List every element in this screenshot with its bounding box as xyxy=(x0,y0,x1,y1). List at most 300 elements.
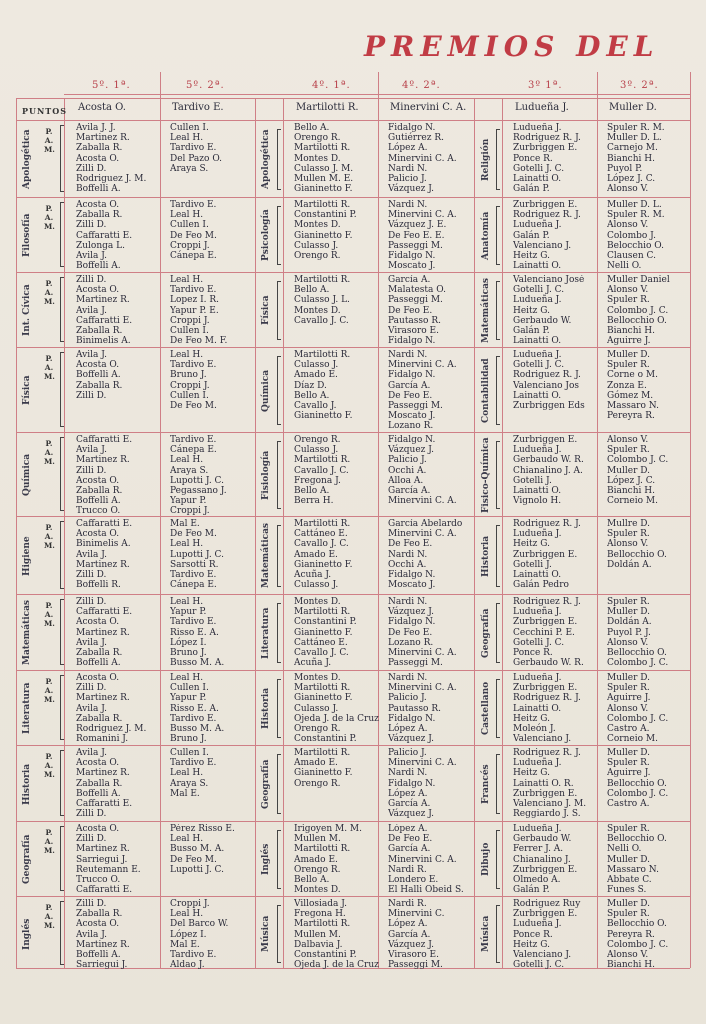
winner-name: Nardi R. xyxy=(388,864,427,875)
winner-name: Minervini C. A. xyxy=(388,210,457,221)
name-list xyxy=(76,673,162,744)
pam-label: P. A. M. xyxy=(44,204,55,231)
subject-label-left: Matemáticas xyxy=(22,600,32,666)
winner-name: Rodriguez R. J. xyxy=(513,597,581,607)
winner-name: Malatesta O. xyxy=(388,285,446,296)
winner-name: Bianchi H. xyxy=(607,325,655,336)
winner-name: Ludueña J. xyxy=(513,824,562,834)
winner-name: Vázquez J. E. xyxy=(388,220,447,231)
name-list xyxy=(513,123,599,196)
winner-name: Leal H. xyxy=(170,350,204,360)
pam-bracket xyxy=(60,750,64,816)
winner-name: Zilli D. xyxy=(76,163,107,174)
name-list xyxy=(607,200,693,271)
winner-name: Tardivo E. xyxy=(170,360,217,371)
mid-bracket xyxy=(277,129,281,190)
winner-name: Abbate C. xyxy=(607,874,652,885)
grid-vline xyxy=(255,98,256,968)
winner-name: Bruno J. xyxy=(170,647,207,658)
subject-label-right: Castellano xyxy=(481,681,491,736)
winner-name: Nardi N. xyxy=(388,768,428,779)
pam-label: P. A. M. xyxy=(44,752,55,779)
name-list xyxy=(170,519,252,593)
winner-name: Ludueña J. xyxy=(513,123,562,133)
winner-name: Avila J. xyxy=(76,703,107,714)
name-list xyxy=(607,824,693,895)
name-list xyxy=(388,350,476,431)
winner-name: Rodriguez R. J. xyxy=(513,748,581,758)
winner-name: Montes D. xyxy=(294,305,341,316)
winner-name: Alonso V. xyxy=(607,637,649,648)
mid-bracket xyxy=(277,206,281,265)
winner-name: López A. xyxy=(388,824,428,834)
winner-name: Zurbriggen E. xyxy=(513,143,578,154)
winner-name: Boffelli A. xyxy=(76,496,121,507)
winner-name: Busso M. A. xyxy=(170,723,225,734)
winner-name: Acosta O. xyxy=(76,673,120,683)
name-list xyxy=(294,200,380,271)
winner-name: Reutemann E. xyxy=(76,864,141,875)
winner-name: Araya S. xyxy=(170,465,209,476)
winner-name: Muller D. xyxy=(607,607,651,618)
page-title: PREMIOS DEL xyxy=(364,30,660,63)
winner-name: Bellocchio O. xyxy=(607,315,667,326)
winner-name: Cattáneo E. xyxy=(294,529,348,540)
winner-name: Reggiardo J. S. xyxy=(513,809,581,820)
name-list xyxy=(513,350,599,431)
winner-name: Alonso V. xyxy=(607,539,649,550)
winner-name: Heitz G. xyxy=(513,305,551,316)
right-bracket xyxy=(496,281,500,340)
winner-name: Zaballa R. xyxy=(76,485,123,496)
name-list xyxy=(76,350,162,431)
winner-name: Boffelli A. xyxy=(76,184,121,195)
winner-name: Zurbriggen Eds xyxy=(513,400,585,411)
mid-bracket xyxy=(277,441,281,509)
winner-name: Rodriguez R. J. xyxy=(513,210,581,221)
winner-name: Martinez R. xyxy=(76,559,130,570)
pam-label: P. A. M. xyxy=(44,127,55,154)
winner-name: Mullre D. xyxy=(607,519,651,529)
winner-name: Valenciano J. xyxy=(513,240,572,251)
winner-name: Aguirre J. xyxy=(607,693,651,704)
winner-name: Orengo R. xyxy=(294,250,341,261)
pam-bracket xyxy=(60,675,64,740)
winner-name: Moscato J. xyxy=(388,261,436,271)
mid-bracket xyxy=(277,830,281,889)
winner-name: Zurbriggen E. xyxy=(513,909,578,920)
name-list xyxy=(513,824,599,895)
winner-name: Minervini C. A. xyxy=(388,647,457,658)
winner-name: Gianinetto F. xyxy=(294,411,353,422)
winner-name: Lainatti O. xyxy=(513,569,562,580)
winner-name: Rodriguez R. J. xyxy=(513,693,581,704)
winner-name: Caffaratti E. xyxy=(76,435,133,445)
winner-name: Ludueña J. xyxy=(513,919,562,930)
winner-name: Muller Daniel xyxy=(607,275,670,285)
winner-name: Massaro N. xyxy=(607,400,659,411)
winner-name: Fidalgo N. xyxy=(388,370,436,381)
winner-name: Passeggi M. xyxy=(388,295,443,306)
subject-label-mid: Matemáticas xyxy=(261,523,271,589)
name-list xyxy=(76,275,162,346)
winner-name: Doldán A. xyxy=(607,559,652,570)
winner-name: Gerbaudo W. xyxy=(513,834,572,845)
name-list xyxy=(388,200,476,271)
winner-name: Martinez R. xyxy=(76,939,130,950)
pam-bracket xyxy=(60,352,64,427)
winner-name: Martilotti R. xyxy=(294,748,351,758)
winner-name: Croppi J. xyxy=(170,899,210,909)
winner-name: Fidalgo N. xyxy=(388,713,436,724)
name-list xyxy=(607,748,693,820)
winner-name: Sarriegui J. xyxy=(76,960,128,969)
subject-label-mid: Química xyxy=(261,369,271,412)
row-line xyxy=(16,896,690,897)
winner-name: Virasoro E. xyxy=(388,949,439,960)
winner-name: López I. xyxy=(170,637,207,648)
column-header: 3º 1ª. xyxy=(528,80,563,91)
row-line xyxy=(16,516,690,517)
winner-name: Occhi A. xyxy=(388,465,427,476)
name-list xyxy=(513,673,599,744)
winner-name: Fidalgo N. xyxy=(388,250,436,261)
winner-name: Ludueña J. xyxy=(513,673,562,683)
name-list xyxy=(294,597,380,669)
winner-name: Culasso J. xyxy=(294,703,339,714)
winner-name: Muller D. xyxy=(607,350,651,360)
winner-name: Bianchi H. xyxy=(607,153,655,164)
winner-name: Aldao J. xyxy=(170,960,205,969)
winner-name: Zurbriggen E. xyxy=(513,435,578,445)
winner-name: Lupotti J. C. xyxy=(170,549,224,560)
winner-name: López J. C. xyxy=(607,173,656,184)
name-list xyxy=(294,275,380,346)
name-list xyxy=(76,899,162,969)
grid-vline xyxy=(502,98,503,968)
winner-name: Leal H. xyxy=(170,909,204,920)
winner-name: Virasoro E. xyxy=(388,325,439,336)
row-line xyxy=(16,745,690,746)
name-list xyxy=(607,275,693,346)
name-list xyxy=(170,748,252,820)
winner-name: Rodriguez R. J. xyxy=(513,370,581,381)
winner-name: Dalbavia J. xyxy=(294,939,343,950)
name-list xyxy=(170,824,252,895)
winner-name: Culasso J. xyxy=(294,580,339,591)
winner-name: Ludueña J. xyxy=(513,295,562,306)
name-list xyxy=(388,435,476,515)
winner-name: Amado E. xyxy=(294,549,338,560)
name-list xyxy=(76,824,162,895)
winner-name: De Feo E. xyxy=(388,834,433,845)
subject-label-right: Historia xyxy=(481,535,491,577)
subject-label-mid: Física xyxy=(261,295,271,326)
winner-name: Trucco O. xyxy=(76,874,121,885)
winner-name: Spuler R. xyxy=(607,360,650,371)
puntos-winner: Acosta O. xyxy=(78,102,126,113)
winner-name: Irigoyen M. M. xyxy=(294,824,362,834)
winner-name: Zurbriggen E. xyxy=(513,683,578,694)
winner-name: Avila J. xyxy=(76,250,107,261)
winner-name: Muller D. xyxy=(607,748,651,758)
winner-name: Cavallo J. C. xyxy=(294,315,349,326)
row-line xyxy=(16,432,690,433)
winner-name: Corne o M. xyxy=(607,370,658,381)
column-header: 5º. 1ª. xyxy=(92,80,131,91)
winner-name: Colombo J. xyxy=(607,230,656,241)
winner-name: Pereyra R. xyxy=(607,929,655,940)
name-list xyxy=(294,673,380,744)
winner-name: Lainatti O. xyxy=(513,336,562,346)
grid-vline xyxy=(16,98,17,968)
name-list xyxy=(76,123,162,196)
winner-name: Gotelli J. xyxy=(513,475,552,486)
winner-name: Colombo J. C. xyxy=(607,939,669,950)
winner-name: Chianalino J. A. xyxy=(513,465,583,476)
column-header: 5º. 2ª. xyxy=(186,80,225,91)
winner-name: Colombo J. C. xyxy=(607,788,669,799)
winner-name: Minervini C. A. xyxy=(388,153,457,164)
pam-bracket xyxy=(60,826,64,891)
winner-name: Zilli D. xyxy=(76,809,107,820)
winner-name: Boffelli A. xyxy=(76,261,121,271)
winner-name: Zilli D. xyxy=(76,597,107,607)
winner-name: Mal E. xyxy=(170,939,200,950)
name-list xyxy=(388,899,476,969)
winner-name: Acosta O. xyxy=(76,617,120,628)
winner-name: Ponce R. xyxy=(513,153,553,164)
subject-label-mid: Literatura xyxy=(261,607,271,659)
grid-vline xyxy=(283,98,284,968)
winner-name: Martilotti R. xyxy=(294,844,351,855)
subject-label-right: Música xyxy=(481,915,491,953)
winner-name: Olmedo A. xyxy=(513,874,561,885)
winner-name: Gianinetto F. xyxy=(294,627,353,638)
winner-name: García A. xyxy=(388,798,431,809)
winner-name: Alonso V. xyxy=(607,435,649,445)
winner-name: Ponce R. xyxy=(513,647,553,658)
winner-name: Orengo R. xyxy=(294,864,341,875)
winner-name: Gerbaudo W. xyxy=(513,315,572,326)
winner-name: Vázquez J. xyxy=(388,809,435,820)
winner-name: De Feo E. xyxy=(388,305,433,316)
winner-name: Vázquez J. xyxy=(388,734,435,744)
winner-name: Nardi N. xyxy=(388,350,428,360)
winner-name: Yapur P. xyxy=(170,607,207,618)
winner-name: Acosta O. xyxy=(76,200,120,210)
winner-name: Cecchini P. E. xyxy=(513,627,575,638)
winner-name: Trucco O. xyxy=(76,506,121,515)
winner-name: Nardi N. xyxy=(388,673,428,683)
column-header: 3º. 2ª. xyxy=(620,80,659,91)
winner-name: Martilotti R. xyxy=(294,919,351,930)
winner-name: Leal H. xyxy=(170,539,204,550)
winner-name: Leal H. xyxy=(170,768,204,779)
winner-name: Martilotti R. xyxy=(294,519,351,529)
name-list xyxy=(294,519,380,593)
subject-label-right: Anatomía xyxy=(481,211,491,260)
winner-name: Ponce R. xyxy=(513,929,553,940)
winner-name: El Halli Obeid S. xyxy=(388,885,464,895)
winner-name: Mal E. xyxy=(170,788,200,799)
winner-name: Passeggi M. xyxy=(388,960,443,969)
winner-name: Yapur P. xyxy=(170,496,207,507)
row-line xyxy=(16,594,690,595)
winner-name: Alonso V. xyxy=(607,703,649,714)
winner-name: Spuler R. xyxy=(607,824,650,834)
subject-label-left: Geografía xyxy=(22,834,32,885)
winner-name: Del Barco W. xyxy=(170,919,229,930)
name-list xyxy=(76,435,162,515)
pam-label: P. A. M. xyxy=(44,523,55,550)
winner-name: Tardivo E. xyxy=(170,758,217,769)
winner-name: Gianinetto F. xyxy=(294,184,353,195)
winner-name: Acosta O. xyxy=(76,824,120,834)
winner-name: Vázquez J. xyxy=(388,939,435,950)
winner-name: Chianalino J. xyxy=(513,854,571,865)
mid-bracket xyxy=(277,281,281,340)
winner-name: Lupotti J. C. xyxy=(170,475,224,486)
name-list xyxy=(607,519,693,593)
winner-name: Gutiérrez R. xyxy=(388,133,444,144)
winner-name: De Feo M. xyxy=(170,854,217,865)
winner-name: Sarsotti R. xyxy=(170,559,219,570)
winner-name: Constantini P. xyxy=(294,617,357,628)
pam-bracket xyxy=(60,901,64,965)
winner-name: Avila J. xyxy=(76,748,107,758)
winner-name: Boffelli A. xyxy=(76,949,121,960)
name-list xyxy=(294,748,380,820)
winner-name: Carnejo M. xyxy=(607,143,658,154)
winner-name: Fregona H. xyxy=(294,909,346,920)
winner-name: Spuler R. xyxy=(607,683,650,694)
winner-name: Bello A. xyxy=(294,485,330,496)
puntos-label: PUNTOS xyxy=(22,106,68,116)
winner-name: Lainatti O. xyxy=(513,390,562,401)
winner-name: Berra H. xyxy=(294,496,334,507)
winner-name: Palicio J. xyxy=(388,748,427,758)
name-list xyxy=(388,824,476,895)
winner-name: Bello A. xyxy=(294,123,330,133)
winner-name: Zilli D. xyxy=(76,465,107,476)
winner-name: Minervini C. xyxy=(388,909,445,920)
winner-name: Leal H. xyxy=(170,834,204,845)
pam-bracket xyxy=(60,125,64,192)
winner-name: Zilli D. xyxy=(76,390,107,401)
winner-name: Aguirre J. xyxy=(607,768,651,779)
pam-label: P. A. M. xyxy=(44,677,55,704)
winner-name: Zilli D. xyxy=(76,683,107,694)
pam-bracket xyxy=(60,437,64,511)
winner-name: Bianchi H. xyxy=(607,960,655,969)
subject-label-right: Francés xyxy=(481,764,491,804)
winner-name: Bellocchio O. xyxy=(607,834,667,845)
winner-name: Ludueña J. xyxy=(513,758,562,769)
winner-name: López J. C. xyxy=(607,475,656,486)
mid-bracket xyxy=(277,679,281,738)
name-list xyxy=(607,123,693,196)
winner-name: Romanini J. xyxy=(76,734,129,744)
winner-name: Heitz G. xyxy=(513,539,551,550)
winner-name: Fregona J. xyxy=(294,475,341,486)
row-line xyxy=(16,197,690,198)
right-bracket xyxy=(496,129,500,190)
row-line xyxy=(16,272,690,273)
subject-label-left: Int. Cívica xyxy=(22,284,32,337)
subject-label-left: Apologética xyxy=(22,129,32,190)
winner-name: De Feo M. xyxy=(170,400,217,411)
winner-name: Molеón J. xyxy=(513,723,556,734)
winner-name: Minervini C. A. xyxy=(388,758,457,769)
winner-name: Orengo R. xyxy=(294,778,341,789)
winner-name: Cullen I. xyxy=(170,220,209,231)
winner-name: Palicio J. xyxy=(388,693,427,704)
name-list xyxy=(294,123,380,196)
winner-name: Zilli D. xyxy=(76,899,107,909)
winner-name: Acosta O. xyxy=(76,529,120,540)
winner-name: Castro A. xyxy=(607,723,650,734)
winner-name: Muller D. xyxy=(607,899,651,909)
name-list xyxy=(388,673,476,744)
winner-name: Del Pazo O. xyxy=(170,153,223,164)
winner-name: Ludueña J. xyxy=(513,350,562,360)
winner-name: Cullen I. xyxy=(170,325,209,336)
winner-name: Tardivo E. xyxy=(170,435,217,445)
winner-name: Ojeda J. de la Cruz xyxy=(294,713,379,724)
winner-name: Cavallo J. C. xyxy=(294,539,349,550)
winner-name: Avila J. xyxy=(76,549,107,560)
winner-name: Vázquez J. xyxy=(388,607,435,618)
name-list xyxy=(170,435,252,515)
winner-name: Zurbriggen E. xyxy=(513,864,578,875)
pam-label: P. A. M. xyxy=(44,354,55,381)
winner-name: Rodriguez R. J. xyxy=(513,519,581,529)
name-list xyxy=(513,435,599,515)
winner-name: De Feo E. xyxy=(388,627,433,638)
winner-name: Bello A. xyxy=(294,285,330,296)
winner-name: Amado E. xyxy=(294,758,338,769)
winner-name: Tardivo E. xyxy=(170,713,217,724)
winner-name: Muller D. xyxy=(607,673,651,683)
subject-label-right: Fisico-Química xyxy=(481,437,491,513)
winner-name: Palicio J. xyxy=(388,173,427,184)
winner-name: Zilli D. xyxy=(76,275,107,285)
winner-name: Martinez R. xyxy=(76,627,130,638)
subject-label-left: Literatura xyxy=(22,682,32,735)
winner-name: Zilli D. xyxy=(76,220,107,231)
winner-name: Orengo R. xyxy=(294,435,341,445)
winner-name: Minervini C. A. xyxy=(388,360,457,371)
name-list xyxy=(607,673,693,744)
pam-label: P. A. M. xyxy=(44,903,55,930)
winner-name: Spuler R. xyxy=(607,445,650,456)
winner-name: Yapur P. E. xyxy=(170,305,219,316)
name-list xyxy=(607,899,693,969)
winner-name: Cullen I. xyxy=(170,123,209,133)
winner-name: Zaballa R. xyxy=(76,713,123,724)
pam-bracket xyxy=(60,202,64,267)
subject-label-left: Física xyxy=(22,375,32,406)
winner-name: De Feo E. xyxy=(388,539,433,550)
winner-name: Tardivo E. xyxy=(170,569,217,580)
winner-name: Fidalgo N. xyxy=(388,569,436,580)
winner-name: Bello A. xyxy=(294,874,330,885)
winner-name: Valenciano J. xyxy=(513,734,572,744)
winner-name: Nardi R. xyxy=(388,899,427,909)
winner-name: De Feo M. xyxy=(170,230,217,241)
winner-name: López A. xyxy=(388,143,428,154)
